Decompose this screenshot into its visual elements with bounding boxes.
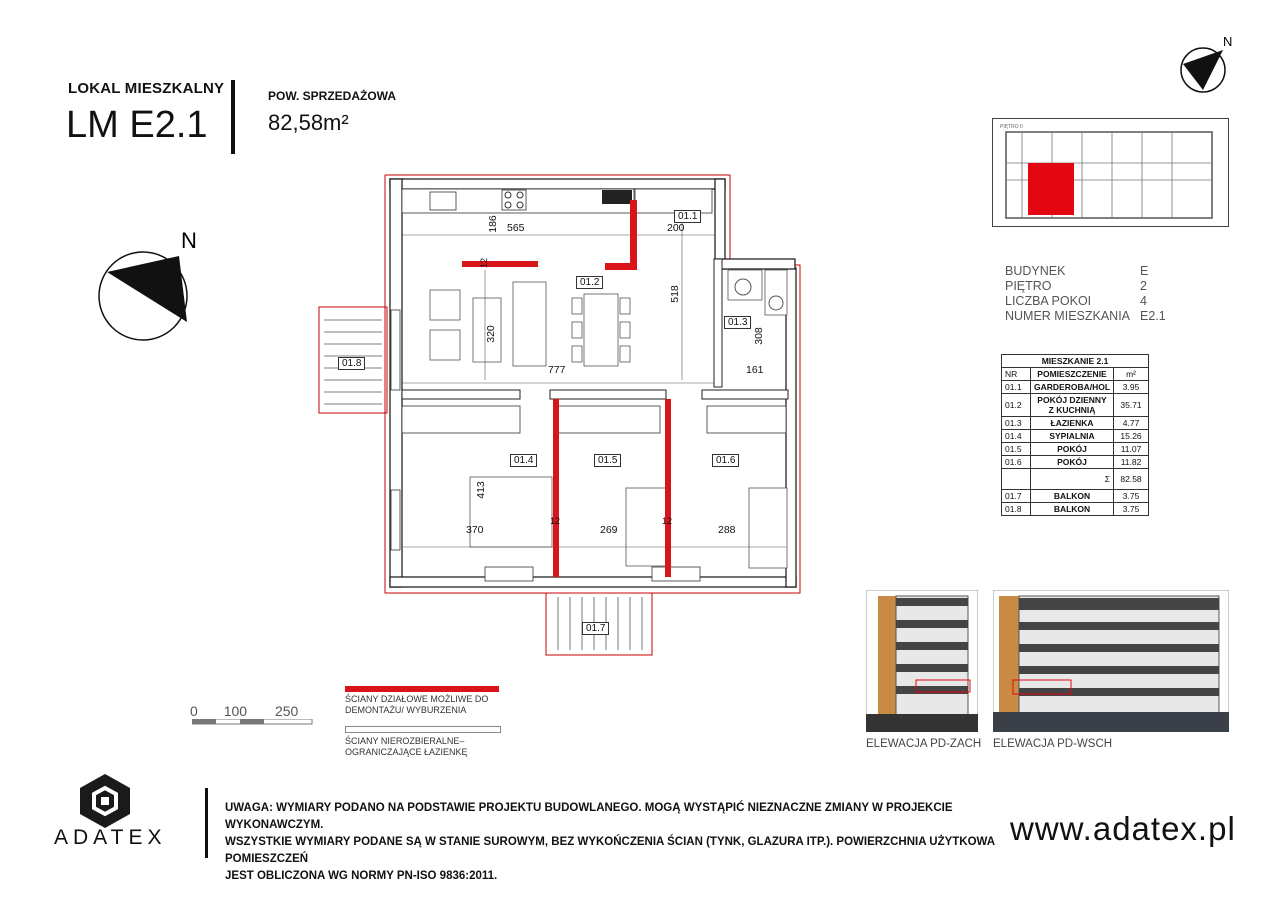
elevation-east-image <box>993 590 1229 732</box>
dim-label: 565 <box>507 222 525 234</box>
room-tag: 01.6 <box>712 454 739 467</box>
legend-red-text: ŚCIANY DZIAŁOWE MOŻLIWE DO DEMONTAŻU/ WYBURZENIA <box>345 694 489 715</box>
legend-red-swatch <box>345 686 499 692</box>
floor-key-plan <box>992 118 1230 228</box>
col-name: POMIESZCZENIE <box>1031 368 1114 381</box>
table-row: 01.1 GARDEROBA/HOL 3.95 <box>1002 381 1149 394</box>
website-link[interactable]: www.adatex.pl <box>1010 810 1236 847</box>
info-key: LICZBA POKOI <box>1005 294 1092 308</box>
dim-label: 288 <box>718 524 736 536</box>
note-line-2: WSZYSTKIE WYMIARY PODANE SĄ W STANIE SUROWYM, BEZ WYKOŃCZENIA ŚCIAN (TYNK, GLAZURA ITP.). POWIERZCHNIA UŻYTKOWA POMIESZCZEŃ <box>225 836 995 865</box>
room-tag: 01.8 <box>338 357 365 370</box>
table-row: 01.4 SYPIALNIA 15.26 <box>1002 430 1149 443</box>
room-tag: 01.4 <box>510 454 537 467</box>
floor-key-label: PIĘTRO II <box>1000 124 1023 130</box>
area-value: 82,58m² <box>268 110 349 135</box>
area-label: POW. SPRZEDAŻOWA <box>268 89 397 103</box>
info-value: E <box>1140 264 1149 278</box>
dim-label: 320 <box>484 325 497 343</box>
dim-label: 777 <box>548 364 566 376</box>
dim-label: 200 <box>667 222 685 234</box>
legend-grey-text: ŚCIANY NIEROZBIERALNE–OGRANICZAJĄCE ŁAZIENKĘ <box>345 736 468 757</box>
scale-bar <box>190 703 298 719</box>
info-value: E2.1 <box>1140 309 1166 323</box>
dim-label: 518 <box>668 285 681 303</box>
dim-label: 186 <box>486 215 499 233</box>
scale-100: 100 <box>223 703 248 719</box>
table-row: 01.7 BALKON 3.75 <box>1002 490 1149 503</box>
note-line-3: JEST OBLICZONA WG NORMY PN-ISO 9836:2011. <box>225 870 498 882</box>
compass-small-icon <box>1175 30 1245 100</box>
dim-label: 413 <box>474 481 487 499</box>
table-row: 01.5 POKÓJ 11.07 <box>1002 443 1149 456</box>
table-row: 01.6 POKÓJ 11.82 <box>1002 456 1149 469</box>
dim-label: 12 <box>479 257 490 269</box>
table-row: 01.3 ŁAZIENKA 4.77 <box>1002 417 1149 430</box>
unit-highlight <box>1028 163 1074 215</box>
table-sum-row: Σ 82.58 <box>1002 469 1149 490</box>
floor-plan <box>310 170 810 660</box>
scale-ruler <box>192 719 317 725</box>
brand-name: ADATEX <box>54 826 167 849</box>
room-tag: 01.2 <box>576 276 603 289</box>
info-value: 2 <box>1140 279 1147 293</box>
room-tag: 01.3 <box>724 316 751 329</box>
legend-grey-swatch <box>345 726 501 733</box>
info-key: PIĘTRO <box>1005 279 1052 293</box>
dim-label: 12 <box>550 516 561 526</box>
compass-large-n: N <box>181 228 197 253</box>
info-key: BUDYNEK <box>1005 264 1066 278</box>
dim-label: 269 <box>600 524 618 536</box>
dim-label: 308 <box>752 327 765 345</box>
room-tag: 01.1 <box>674 210 701 223</box>
note-divider <box>205 788 208 858</box>
table-row: 01.2 POKÓJ DZIENNY Z KUCHNIĄ 35.71 <box>1002 394 1149 417</box>
room-table <box>1001 354 1149 516</box>
dim-label: 161 <box>746 364 764 376</box>
dim-label: 370 <box>466 524 484 536</box>
elevation-west-image <box>866 590 978 732</box>
compass-small-n: N <box>1223 34 1233 49</box>
dim-label: 12 <box>662 516 673 526</box>
unit-code: LM E2.1 <box>66 104 208 146</box>
room-tag: 01.5 <box>594 454 621 467</box>
compass-large-icon <box>95 228 215 358</box>
info-value: 4 <box>1140 294 1147 308</box>
table-row: 01.8 BALKON 3.75 <box>1002 503 1149 516</box>
note-text <box>225 800 995 885</box>
header-divider <box>231 80 235 154</box>
scale-250: 250 <box>274 703 299 719</box>
elevation-east-label: ELEWACJA PD-WSCH <box>993 738 1113 750</box>
floor-plan-drawing <box>310 170 810 660</box>
room-table-title: MIESZKANIE 2.1 <box>1002 355 1149 368</box>
col-nr: NR <box>1002 368 1031 381</box>
room-tag: 01.7 <box>582 622 609 635</box>
adatex-logo-icon <box>76 772 134 830</box>
scale-0: 0 <box>190 703 198 719</box>
unit-type: LOKAL MIESZKALNY <box>68 80 225 97</box>
col-area: m² <box>1114 368 1149 381</box>
note-line-1: UWAGA: WYMIARY PODANO NA PODSTAWIE PROJEKTU BUDOWLANEGO. MOGĄ WYSTĄPIĆ NIEZNACZNE ZMIANY W PROJEKCIE WYKONAWCZYM. <box>225 802 953 831</box>
unit-info <box>1005 264 1166 324</box>
elevation-west-label: ELEWACJA PD-ZACH <box>866 738 982 750</box>
info-key: NUMER MIESZKANIA <box>1005 309 1131 323</box>
